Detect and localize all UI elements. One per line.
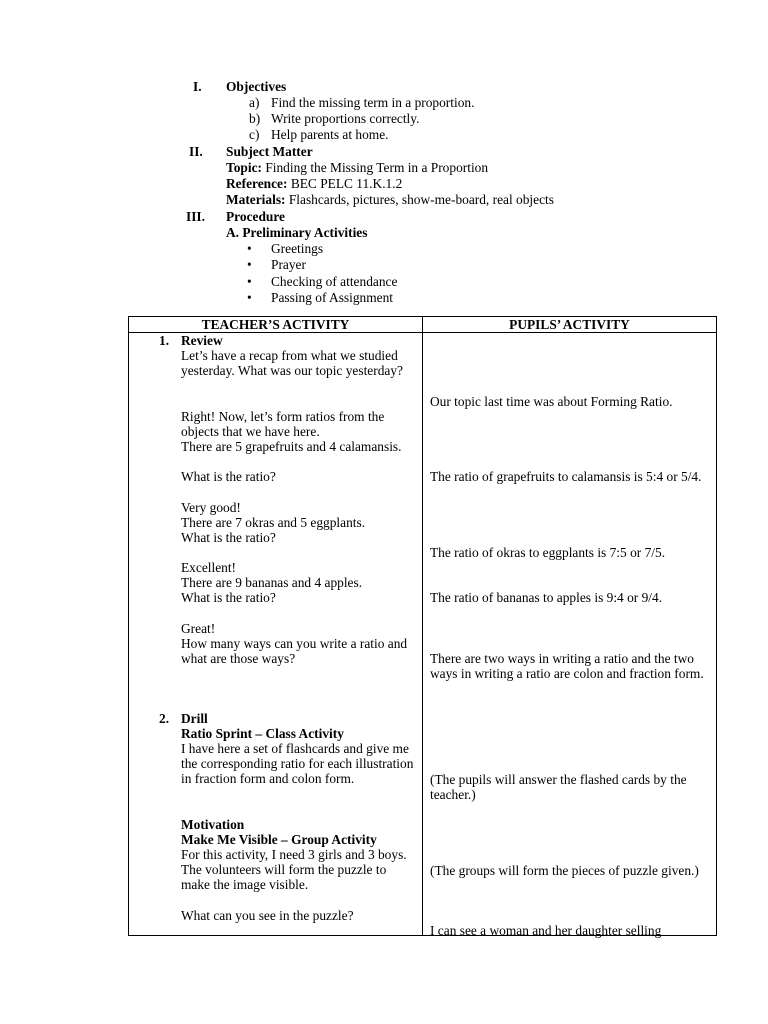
table-header-row xyxy=(129,317,717,333)
reference-line xyxy=(226,176,402,191)
objective-item: Help parents at home. xyxy=(271,127,389,142)
section-1-number: I. xyxy=(193,79,202,94)
motivation-subheading: Make Me Visible – Group Activity xyxy=(181,832,377,847)
bullet-icon: • xyxy=(247,290,252,305)
preliminary-activities-heading: A. Preliminary Activities xyxy=(226,225,368,240)
list-marker: a) xyxy=(249,95,260,110)
teacher-text: There are 9 bananas and 4 apples. xyxy=(181,575,363,590)
pupil-response: There are two ways in writing a ratio and the two ways in writing a ratio are colon and fraction form. xyxy=(430,651,704,682)
objective-item: Write proportions correctly. xyxy=(271,111,420,126)
pupils-activity-header: PUPILS’ ACTIVITY xyxy=(423,317,717,333)
review-prompt: Let’s have a recap from what we studied yesterday. What was our topic yesterday? xyxy=(181,348,403,379)
pupils-activity-cell xyxy=(423,333,717,936)
objective-item: Find the missing term in a proportion. xyxy=(271,95,475,110)
teacher-activity-cell xyxy=(129,333,423,936)
review-number: 1. xyxy=(159,333,170,348)
list-item: Checking of attendance xyxy=(271,274,398,289)
teacher-text: What is the ratio? xyxy=(181,469,276,484)
teacher-text: There are 5 grapefruits and 4 calamansis. xyxy=(181,439,402,454)
teacher-text: Right! Now, let’s form ratios from the objects that we have here. xyxy=(181,409,385,440)
teacher-text: Great! xyxy=(181,621,216,636)
teacher-text: For this activity, I need 3 girls and 3 boys. The volunteers will form the puzzle to make the image visible. xyxy=(181,847,407,893)
list-marker: b) xyxy=(249,111,261,126)
drill-number: 2. xyxy=(159,711,170,726)
topic-value: Finding the Missing Term in a Proportion xyxy=(261,160,489,175)
drill-subheading: Ratio Sprint – Class Activity xyxy=(181,726,344,741)
drill-heading: Drill xyxy=(181,711,208,726)
teacher-text: What is the ratio? xyxy=(181,590,276,605)
pupil-response: I can see a woman and her daughter selling xyxy=(430,923,662,938)
pupil-response: The ratio of okras to eggplants is 7:5 or 7/5. xyxy=(430,545,666,560)
teacher-activity-header: TEACHER’S ACTIVITY xyxy=(129,317,423,333)
section-3-title: Procedure xyxy=(226,209,286,224)
pupil-response: Our topic last time was about Forming Ratio. xyxy=(430,394,673,409)
topic-line xyxy=(226,160,488,175)
motivation-heading: Motivation xyxy=(181,817,245,832)
teacher-text: I have here a set of flashcards and give me the corresponding ratio for each illustration in fraction form and colon form. xyxy=(181,741,414,787)
bullet-icon: • xyxy=(247,241,252,256)
section-2-number: II. xyxy=(189,144,203,159)
pupil-response: The ratio of grapefruits to calamansis is 5:4 or 5/4. xyxy=(430,469,702,484)
section-2-title: Subject Matter xyxy=(226,144,313,159)
review-heading: Review xyxy=(181,333,223,348)
list-item: Prayer xyxy=(271,257,306,272)
list-item: Passing of Assignment xyxy=(271,290,394,305)
topic-key: Topic: xyxy=(226,160,262,175)
pupil-response: (The groups will form the pieces of puzzle given.) xyxy=(430,863,699,878)
teacher-text: Excellent! xyxy=(181,560,237,575)
list-marker: c) xyxy=(249,127,260,142)
teacher-text: What is the ratio? xyxy=(181,530,276,545)
materials-value: Flashcards, pictures, show-me-board, real objects xyxy=(285,192,554,207)
teacher-text: What can you see in the puzzle? xyxy=(181,908,354,923)
activities-table xyxy=(128,316,717,936)
materials-key: Materials: xyxy=(226,192,286,207)
teacher-text: There are 7 okras and 5 eggplants. xyxy=(181,515,366,530)
section-3-number: III. xyxy=(186,209,205,224)
bullet-icon: • xyxy=(247,274,252,289)
materials-line xyxy=(226,192,554,207)
list-item: Greetings xyxy=(271,241,324,256)
reference-value: BEC PELC 11.K.1.2 xyxy=(287,176,403,191)
pupil-response: (The pupils will answer the flashed cards by the teacher.) xyxy=(430,772,687,803)
table-row xyxy=(129,333,717,936)
reference-key: Reference: xyxy=(226,176,288,191)
section-1-title: Objectives xyxy=(226,79,287,94)
teacher-text: How many ways can you write a ratio and what are those ways? xyxy=(181,636,408,667)
teacher-text: Very good! xyxy=(181,500,241,515)
bullet-icon: • xyxy=(247,257,252,272)
pupil-response: The ratio of bananas to apples is 9:4 or 9/4. xyxy=(430,590,663,605)
